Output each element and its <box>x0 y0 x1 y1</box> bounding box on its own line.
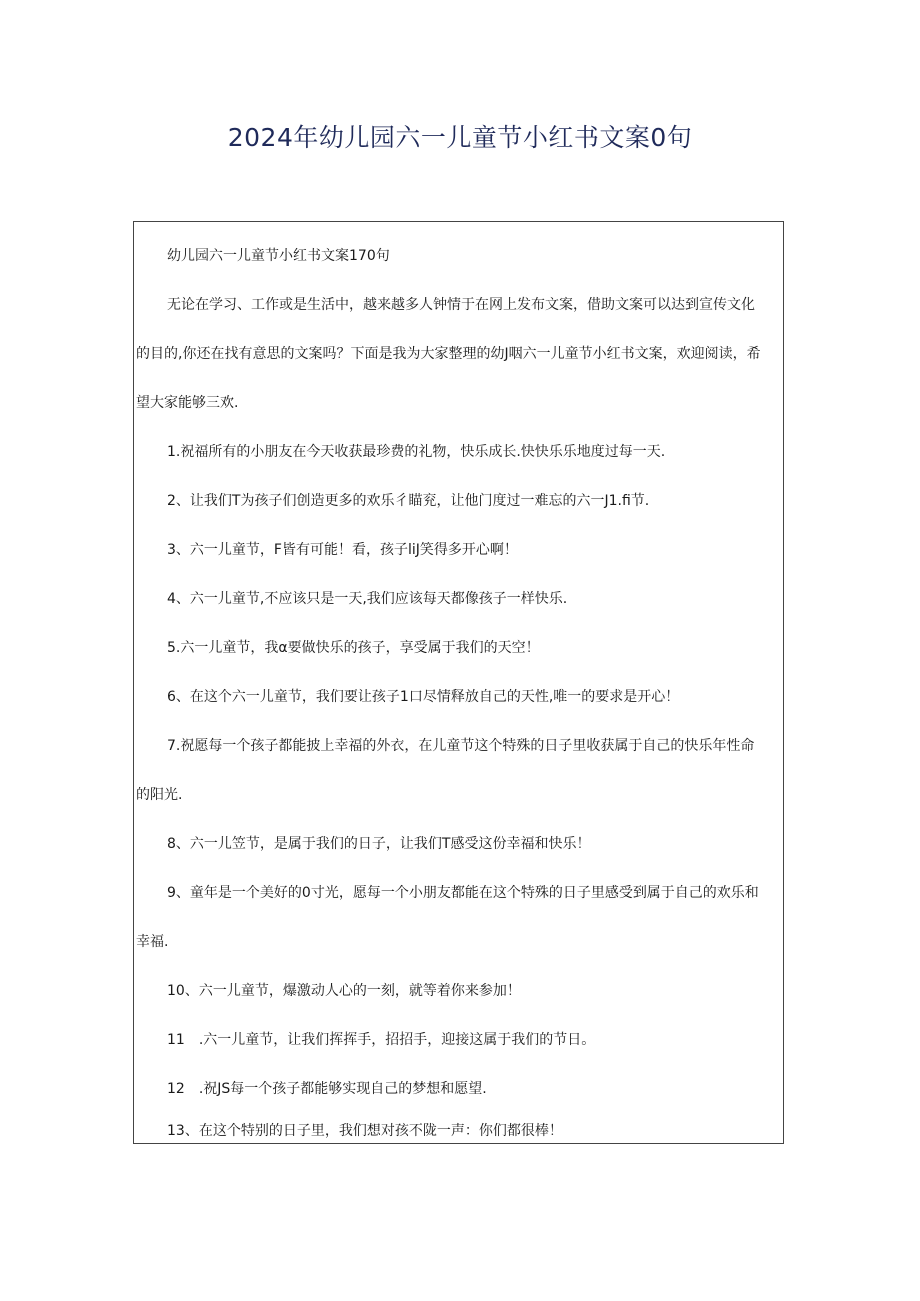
list-item: 8、六一儿笠节，是属于我们的日子，让我们T感受这份幸福和快乐！ <box>167 836 591 852</box>
content-box <box>133 221 784 1144</box>
list-item: 6、在这个六一儿童节，我们要让孩子1口尽情释放自己的天性,唯一的要求是开心！ <box>167 689 680 705</box>
list-item-cont: 的阳光. <box>136 787 183 803</box>
list-item: 13、在这个特别的日子里，我们想对孩不陇一声：你们都很棒！ <box>167 1123 563 1139</box>
list-item: 12 .祝JS每一个孩子都能够实现自己的梦想和愿望. <box>167 1081 487 1097</box>
list-item: 7.祝愿每一个孩子都能披上幸福的外衣，在儿童节这个特殊的日子里收获属于自己的快乐年性命 <box>167 738 755 754</box>
list-item-cont: 幸福. <box>136 934 169 950</box>
list-item: 9、童年是一个美好的0寸光，愿每一个小朋友都能在这个特殊的日子里感受到属于自己的欢乐和 <box>167 885 759 901</box>
document-title: 2024年幼儿园六一儿童节小红书文案0句 <box>227 123 693 152</box>
list-item: 4、六一儿童节,不应该只是一天,我们应该每天都像孩子一样快乐. <box>167 591 568 607</box>
list-item: 5.六一儿童节，我α要做快乐的孩子，享受属于我们的天空！ <box>167 640 540 656</box>
intro-paragraph-cont: 望大家能够三欢. <box>136 395 239 411</box>
heading: 幼儿园六一儿童节小红书文案170句 <box>167 248 390 264</box>
list-item: 11 .六一儿童节，让我们挥挥手，招招手，迎接这属于我们的节日。 <box>167 1032 596 1048</box>
list-item: 1.祝福所有的小朋友在今天收获最珍费的礼物，快乐成长.快快乐乐地度过每一天. <box>167 444 666 460</box>
intro-paragraph: 无论在学习、工作或是生活中，越来越多人钟情于在网上发布文案，借助文案可以达到宣传文化 <box>167 297 755 313</box>
list-item: 10、六一儿童节，爆激动人心的一刻，就等着你来参加！ <box>167 983 521 999</box>
list-item: 2、让我们T为孩子们创造更多的欢乐彳瞄兖，让他门度过一难忘的六一J1.fi节. <box>167 493 650 509</box>
list-item: 3、六一儿童节，F皆有可能！看，孩子liJ笑得多开心啊！ <box>167 542 518 558</box>
intro-paragraph-cont: 的目的,你还在找有意思的文案吗？下面是我为大家整理的幼J咽六一儿童节小红书文案，欢迎阅读，希 <box>136 346 761 362</box>
